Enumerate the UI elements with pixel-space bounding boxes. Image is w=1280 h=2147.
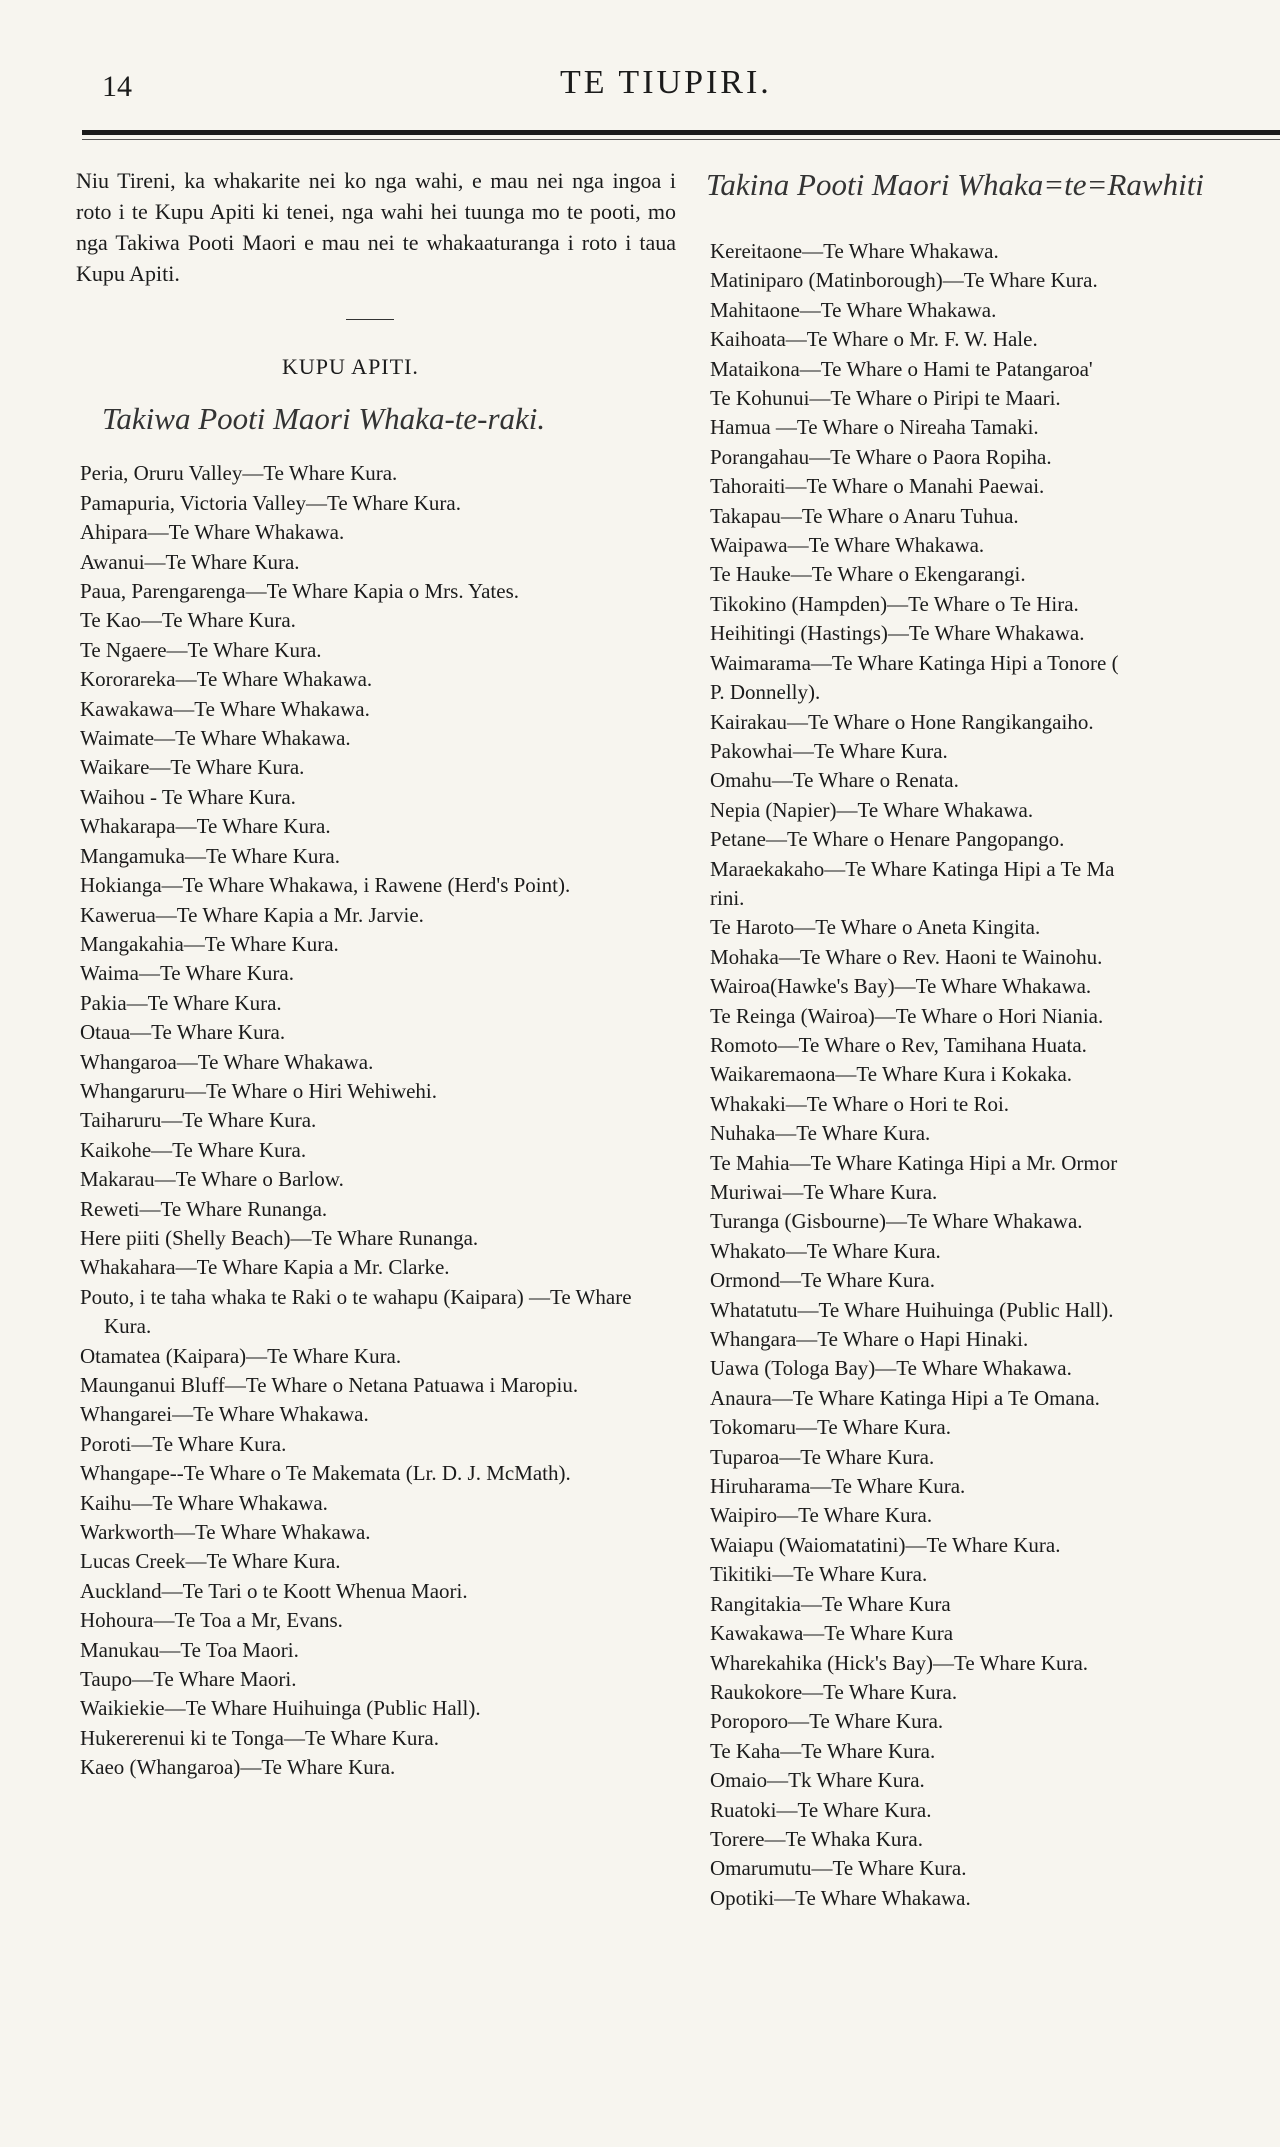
- polling-place-entry: Hiruharama—Te Whare Kura.: [710, 1474, 966, 1499]
- polling-place-entry: Te Hauke—Te Whare o Ekengarangi.: [710, 562, 1026, 587]
- polling-place-entry: Kororareka—Te Whare Whakawa.: [80, 667, 373, 692]
- polling-place-entry: Uawa (Tologa Bay)—Te Whare Whakawa.: [710, 1356, 1072, 1381]
- polling-place-entry: Kaeo (Whangaroa)—Te Whare Kura.: [80, 1755, 396, 1780]
- polling-place-entry: Kereitaone—Te Whare Whakawa.: [710, 239, 999, 263]
- polling-place-entry: rini.: [710, 885, 745, 910]
- polling-place-entry: Maraekakaho—Te Whare Katinga Hipi a Te Ma: [710, 856, 1115, 881]
- polling-place-entry: Omaio—Tk Whare Kura.: [710, 1768, 925, 1793]
- right-column: [706, 165, 1280, 1913]
- polling-place-entry: Ahipara—Te Whare Whakawa.: [80, 520, 345, 545]
- polling-place-entry: Whakahara—Te Whare Kapia a Mr. Clarke.: [80, 1255, 450, 1280]
- polling-place-entry: Kaikohe—Te Whare Kura.: [80, 1137, 307, 1162]
- polling-place-entry: Manukau—Te Toa Maori.: [80, 1637, 299, 1662]
- polling-place-entry: Te Ngaere—Te Whare Kura.: [80, 637, 322, 662]
- polling-place-entry: Here piiti (Shelly Beach)—Te Whare Runanga.: [80, 1225, 479, 1250]
- polling-place-entry: Nepia (Napier)—Te Whare Whakawa.: [710, 797, 1034, 822]
- polling-place-entry: Maunganui Bluff—Te Whare o Netana Patuawa i Maropiu.: [80, 1373, 579, 1397]
- polling-place-entry: Mangakahia—Te Whare Kura.: [80, 931, 339, 956]
- polling-place-entry: Whakarapa—Te Whare Kura.: [80, 814, 331, 839]
- polling-place-entry: Te Mahia—Te Whare Katinga Hipi a Mr. Ormor: [710, 1150, 1118, 1175]
- polling-place-entry: Omarumutu—Te Whare Kura.: [710, 1856, 967, 1881]
- header-rule-thick: [82, 130, 1280, 135]
- polling-place-entry: Pouto, i te taha whaka te Raki o te wahapu (Kaipara) —Te Whare Kura.: [80, 1284, 632, 1339]
- intro-paragraph: Niu Tireni, ka whakarite nei ko nga wahi, e mau nei nga ingoa i roto i te Kupu Apiti ki tenei, nga wahi hei tuunga mo te pooti, mo nga Takiwa Pooti Maori e mau nei te whakaaturanga i roto i taua Kupu Apiti.: [76, 168, 676, 286]
- page-number: 14: [102, 70, 132, 103]
- polling-place-entry: Mahitaone—Te Whare Whakawa.: [710, 297, 997, 322]
- running-title: TE TIUPIRI.: [560, 64, 772, 101]
- header-rule-thin: [82, 139, 1280, 140]
- polling-place-entry: Whangaroa—Te Whare Whakawa.: [80, 1049, 374, 1074]
- polling-place-entry: Ormond—Te Whare Kura.: [710, 1268, 935, 1293]
- polling-place-entry: Hokianga—Te Whare Whakawa, i Rawene (Herd's Point).: [80, 873, 571, 898]
- polling-place-entry: Wharekahika (Hick's Bay)—Te Whare Kura.: [710, 1650, 1089, 1675]
- polling-place-entry: Tahoraiti—Te Whare o Manahi Paewai.: [710, 474, 1045, 499]
- polling-place-entry: Whangara—Te Whare o Hapi Hinaki.: [710, 1327, 1029, 1352]
- polling-place-entry: Peria, Oruru Valley—Te Whare Kura.: [80, 461, 398, 486]
- polling-place-entry: Ruatoki—Te Whare Kura.: [710, 1797, 932, 1822]
- polling-place-entry: Kairakau—Te Whare o Hone Rangikangaiho.: [710, 709, 1094, 734]
- page-header: [0, 60, 1280, 110]
- polling-place-entry: Anaura—Te Whare Katinga Hipi a Te Omana.: [710, 1385, 1100, 1410]
- polling-place-entry: Whangape--Te Whare o Te Makemata (Lr. D. J. McMath).: [80, 1461, 571, 1486]
- polling-place-entry: Turanga (Gisbourne)—Te Whare Whakawa.: [710, 1209, 1083, 1234]
- polling-place-entry: Te Haroto—Te Whare o Aneta Kingita.: [710, 915, 1041, 940]
- polling-place-entry: Waimate—Te Whare Whakawa.: [80, 726, 351, 751]
- polling-place-entry: Whangaruru—Te Whare o Hiri Wehiwehi.: [80, 1078, 438, 1103]
- polling-place-entry: Te Reinga (Wairoa)—Te Whare o Hori Niania.: [710, 1003, 1104, 1028]
- polling-place-entry: Mohaka—Te Whare o Rev. Haoni te Wainohu.: [710, 944, 1103, 969]
- polling-place-entry: Waikare—Te Whare Kura.: [80, 755, 305, 780]
- polling-place-entry: Hukererenui ki te Tonga—Te Whare Kura.: [80, 1725, 439, 1750]
- polling-place-entry: Hohoura—Te Toa a Mr, Evans.: [80, 1608, 343, 1633]
- polling-place-entry: Hamua —Te Whare o Nireaha Tamaki.: [710, 415, 1039, 440]
- polling-place-entry: Raukokore—Te Whare Kura.: [710, 1679, 958, 1704]
- polling-place-entry: Te Kao—Te Whare Kura.: [80, 608, 296, 633]
- polling-place-entry: Tuparoa—Te Whare Kura.: [710, 1444, 935, 1469]
- polling-place-entry: Nuhaka—Te Whare Kura.: [710, 1121, 931, 1146]
- polling-place-entry: Tokomaru—Te Whare Kura.: [710, 1415, 951, 1440]
- polling-place-entry: Pakowhai—Te Whare Kura.: [710, 738, 948, 763]
- left-column: [76, 165, 676, 1783]
- polling-place-entry: Whangarei—Te Whare Whakawa.: [80, 1402, 369, 1427]
- polling-place-entry: Kaihu—Te Whare Whakawa.: [80, 1490, 328, 1515]
- polling-place-entry: P. Donnelly).: [710, 680, 821, 705]
- polling-place-entry: Te Kaha—Te Whare Kura.: [710, 1738, 936, 1763]
- polling-place-entry: Porangahau—Te Whare o Paora Ropiha.: [710, 444, 1052, 469]
- polling-place-entry: Muriwai—Te Whare Kura.: [710, 1180, 938, 1204]
- polling-place-entry: Paua, Parengarenga—Te Whare Kapia o Mrs. Yates.: [80, 579, 520, 604]
- polling-place-entry: Mataikona—Te Whare o Hami te Patangaroa': [710, 356, 1093, 381]
- district-heading-east: Takina Pooti Maori Whaka=te=Rawhiti: [706, 167, 1204, 202]
- polling-place-entry: Awanui—Te Whare Kura.: [80, 549, 300, 574]
- polling-place-entry: Rangitakia—Te Whare Kura: [710, 1591, 951, 1616]
- polling-place-entry: Whakato—Te Whare Kura.: [710, 1238, 941, 1263]
- polling-place-entry: Waipiro—Te Whare Kura.: [710, 1503, 933, 1528]
- polling-place-entry: Romoto—Te Whare o Rev, Tamihana Huata.: [710, 1032, 1087, 1057]
- polling-place-entry: Matiniparo (Matinborough)—Te Whare Kura.: [710, 268, 1098, 293]
- polling-place-entry: Kawakawa—Te Whare Kura: [710, 1621, 954, 1646]
- polling-place-entry: Auckland—Te Tari o te Koott Whenua Maori.: [80, 1578, 468, 1603]
- polling-place-entry: Otamatea (Kaipara)—Te Whare Kura.: [80, 1343, 402, 1368]
- polling-place-entry: Poroporo—Te Whare Kura.: [710, 1709, 944, 1734]
- polling-place-entry: Heihitingi (Hastings)—Te Whare Whakawa.: [710, 621, 1085, 646]
- polling-place-entry: Taiharuru—Te Whare Kura.: [80, 1108, 317, 1133]
- district-heading-north: Takiwa Pooti Maori Whaka-te-raki.: [102, 401, 546, 437]
- polling-place-entry: Mangamuka—Te Whare Kura.: [80, 843, 340, 868]
- polling-place-entry: Whakaki—Te Whare o Hori te Roi.: [710, 1091, 1010, 1116]
- polling-place-entry: Whatatutu—Te Whare Huihuinga (Public Hall).: [710, 1297, 1114, 1322]
- polling-place-entry: Tikokino (Hampden)—Te Whare o Te Hira.: [710, 591, 1079, 616]
- polling-place-entry: Pamapuria, Victoria Valley—Te Whare Kura.: [80, 490, 461, 515]
- polling-place-entry: Petane—Te Whare o Henare Pangopango.: [710, 827, 1065, 852]
- polling-place-entry: Pakia—Te Whare Kura.: [80, 990, 282, 1015]
- polling-place-entry: Wairoa(Hawke's Bay)—Te Whare Whakawa.: [710, 974, 1092, 999]
- polling-place-entry: Poroti—Te Whare Kura.: [80, 1431, 287, 1456]
- polling-place-entry: Omahu—Te Whare o Renata.: [710, 768, 959, 793]
- polling-place-entry: Waimarama—Te Whare Katinga Hipi a Tonore (: [710, 650, 1119, 675]
- polling-place-entry: Waikaremaona—Te Whare Kura i Kokaka.: [710, 1062, 1073, 1087]
- polling-place-entry: Reweti—Te Whare Runanga.: [80, 1196, 328, 1221]
- polling-place-entry: Tikitiki—Te Whare Kura.: [710, 1562, 928, 1587]
- section-divider: [346, 319, 394, 320]
- polling-place-entry: Otaua—Te Whare Kura.: [80, 1020, 286, 1045]
- polling-place-entry: Kawakawa—Te Whare Whakawa.: [80, 696, 370, 721]
- polling-place-entry: Warkworth—Te Whare Whakawa.: [80, 1520, 371, 1545]
- polling-place-entry: Lucas Creek—Te Whare Kura.: [80, 1549, 341, 1574]
- polling-place-entry: Opotiki—Te Whare Whakawa.: [710, 1885, 971, 1910]
- polling-place-entry: Taupo—Te Whare Maori.: [80, 1667, 297, 1692]
- polling-place-list-north: [76, 459, 676, 1782]
- polling-place-entry: Waikiekie—Te Whare Huihuinga (Public Hall).: [80, 1696, 481, 1721]
- polling-place-entry: Waihou - Te Whare Kura.: [80, 784, 296, 809]
- polling-place-list-east: [706, 237, 1280, 1913]
- polling-place-entry: Kawerua—Te Whare Kapia a Mr. Jarvie.: [80, 902, 424, 927]
- polling-place-entry: Kaihoata—Te Whare o Mr. F. W. Hale.: [710, 327, 1038, 352]
- polling-place-entry: Waiapu (Waiomatatini)—Te Whare Kura.: [710, 1532, 1061, 1557]
- section-heading: KUPU APITI.: [282, 354, 419, 379]
- polling-place-entry: Torere—Te Whaka Kura.: [710, 1826, 923, 1851]
- polling-place-entry: Te Kohunui—Te Whare o Piripi te Maari.: [710, 386, 1061, 411]
- polling-place-entry: Waipawa—Te Whare Whakawa.: [710, 533, 985, 558]
- polling-place-entry: Takapau—Te Whare o Anaru Tuhua.: [710, 503, 1019, 528]
- polling-place-entry: Waima—Te Whare Kura.: [80, 961, 294, 986]
- polling-place-entry: Makarau—Te Whare o Barlow.: [80, 1167, 344, 1192]
